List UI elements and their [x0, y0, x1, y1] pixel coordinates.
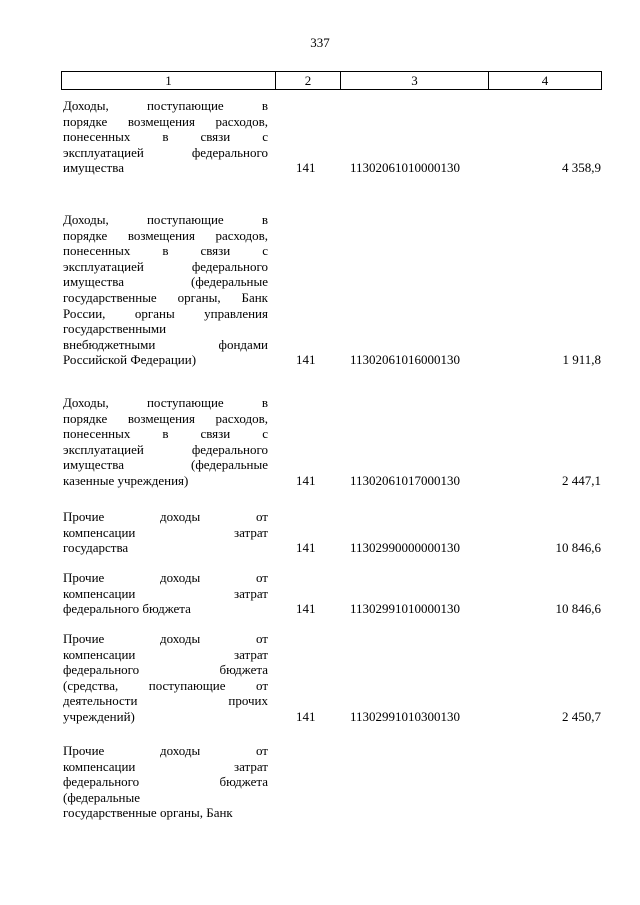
row-kbk-code: 11302991010000130 [350, 601, 461, 617]
description-line: порядке возмещения расходов, [63, 410, 268, 426]
description-line: Прочие доходы от [63, 509, 268, 524]
description-line: государственные органы, Банк [63, 805, 233, 821]
description-line: понесенных в связи с [63, 243, 268, 259]
row-code: 141 [296, 709, 316, 724]
row-description [63, 631, 268, 725]
row-code: 141 [296, 160, 316, 176]
description-line: деятельности прочих [63, 693, 268, 709]
row-description [63, 212, 268, 368]
row-amount: 1 911,8 [562, 352, 601, 368]
header-col-2: 2 [276, 72, 341, 89]
description-line: имущества [63, 160, 124, 176]
row-description [63, 509, 268, 556]
description-line: эксплуатацией федерального [63, 258, 268, 274]
description-line: имущества (федеральные [63, 457, 268, 473]
description-line: эксплуатацией федерального [63, 144, 268, 160]
description-line: федерального бюджета [63, 774, 268, 790]
description-line: федерального бюджета [63, 662, 268, 678]
description-line: Доходы, поступающие в [63, 98, 268, 113]
description-line: Доходы, поступающие в [63, 212, 268, 227]
header-col-1: 1 [62, 72, 276, 89]
description-line: компенсации затрат [63, 585, 268, 601]
row-description [63, 98, 268, 176]
row-amount: 10 846,6 [555, 601, 601, 617]
description-line: Российской Федерации) [63, 352, 197, 368]
row-description [63, 743, 268, 821]
row-kbk-code: 11302990000000130 [350, 540, 461, 556]
header-col-4: 4 [541, 73, 549, 88]
description-line: эксплуатацией федерального [63, 441, 268, 457]
row-amount: 4 358,9 [562, 160, 601, 176]
row-code: 141 [296, 352, 316, 368]
table-header [61, 71, 602, 90]
description-line: понесенных в связи с [63, 129, 268, 145]
description-line: компенсации затрат [63, 646, 268, 662]
description-line: учреждений) [63, 708, 135, 724]
description-line: государства [63, 540, 129, 556]
description-line: компенсации затрат [63, 758, 268, 774]
description-line: Прочие доходы от [63, 743, 268, 758]
row-amount: 2 450,7 [562, 709, 601, 724]
description-line: России, органы управления [63, 305, 268, 321]
header-col-3: 3 [341, 72, 489, 89]
description-line: компенсации затрат [63, 524, 268, 540]
description-line: (средства, поступающие от [63, 677, 268, 693]
description-line: Доходы, поступающие в [63, 395, 268, 410]
description-line: федерального бюджета [63, 601, 191, 617]
description-line: государственными [63, 321, 167, 337]
row-amount: 10 846,6 [555, 540, 601, 556]
description-line: государственные органы, Банк [63, 289, 268, 305]
row-description [63, 570, 268, 617]
page-number: 337 [310, 35, 330, 50]
row-kbk-code: 11302061016000130 [350, 352, 461, 368]
description-line: имущества (федеральные [63, 274, 268, 290]
row-kbk-code: 11302061010000130 [350, 160, 461, 176]
row-code: 141 [296, 540, 316, 556]
description-line: понесенных в связи с [63, 426, 268, 442]
row-kbk-code: 11302991010300130 [350, 709, 461, 724]
row-description [63, 395, 268, 489]
description-line: внебюджетными фондами [63, 336, 268, 352]
description-line: Прочие доходы от [63, 631, 268, 646]
row-code: 141 [296, 601, 316, 617]
row-code: 141 [296, 473, 316, 488]
row-kbk-code: 11302061017000130 [350, 473, 461, 488]
description-line: порядке возмещения расходов, [63, 113, 268, 129]
description-line: Прочие доходы от [63, 570, 268, 585]
description-line: порядке возмещения расходов, [63, 227, 268, 243]
description-line: (федеральные [63, 789, 140, 805]
row-amount: 2 447,1 [562, 473, 601, 488]
description-line: казенные учреждения) [63, 472, 189, 488]
